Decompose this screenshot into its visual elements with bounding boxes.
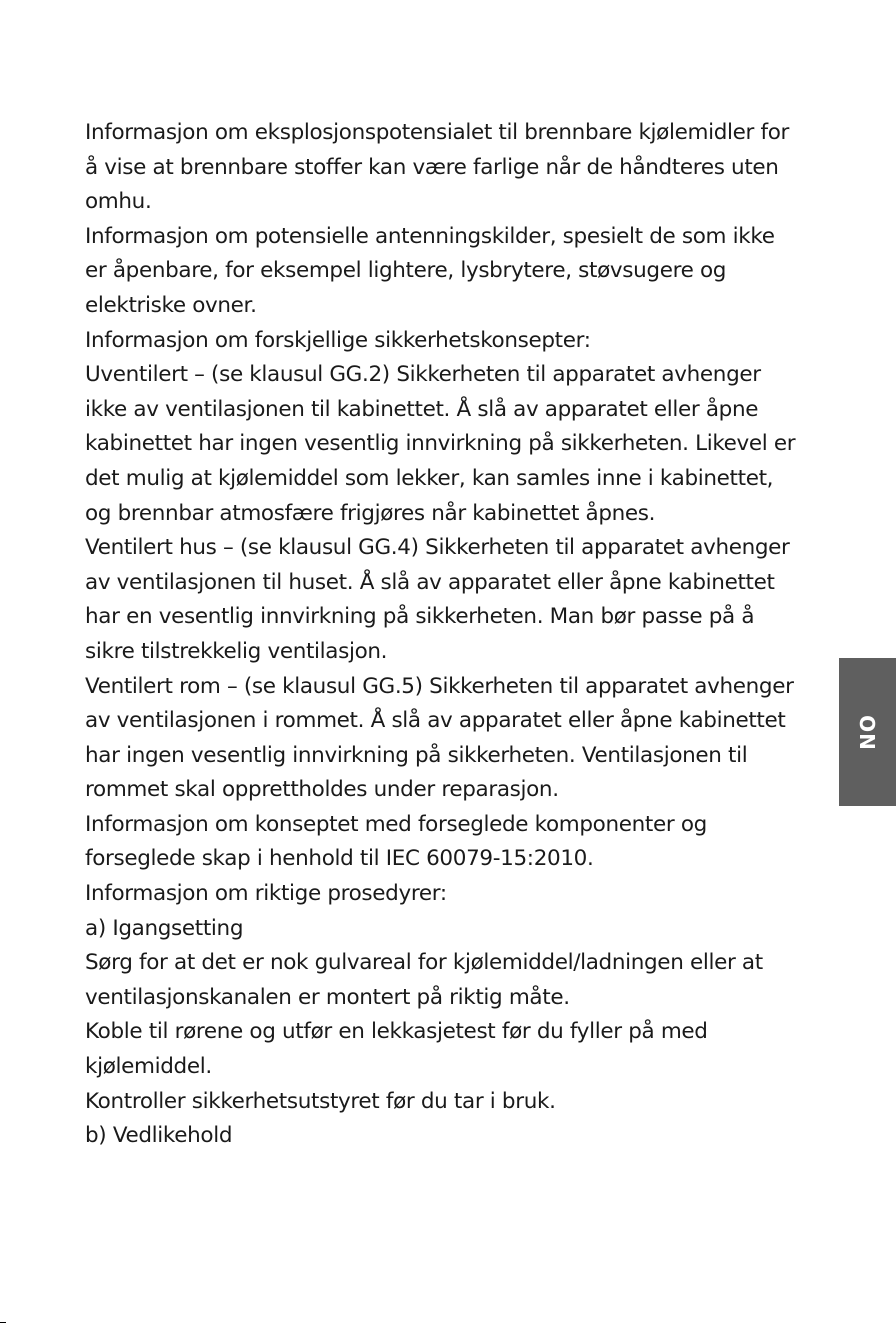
text-line: av ventilasjonen i rommet. Å slå av apparatet eller åpne kabinettet [85,708,786,734]
text-line: Informasjon om potensielle antenningskilder, spesielt de som ikke [85,223,775,249]
text-line: sikre tilstrekkelig ventilasjon. [85,638,388,664]
text-line: og brennbar atmosfære frigjøres når kabinettet åpnes. [85,500,656,526]
text-line: Informasjon om riktige prosedyrer: [85,881,447,907]
text-line: har en vesentlig innvirkning på sikkerheten. Man bør passe på å [85,604,755,630]
text-line: Ventilert hus – (se klausul GG.4) Sikkerheten til apparatet avhenger [85,535,790,561]
text-line: ikke av ventilasjonen til kabinettet. Å slå av apparatet eller åpne [85,396,759,422]
text-line: kjølemiddel. [85,1054,212,1080]
text-line: a) Igangsetting [85,915,244,941]
text-line: ventilasjonskanalen er montert på riktig måte. [85,984,570,1010]
text-line: elektriske ovner. [85,292,257,318]
text-line: omhu. [85,189,152,215]
text-line: det mulig at kjølemiddel som lekker, kan samles inne i kabinettet, [85,465,774,491]
text-line: Sørg for at det er nok gulvareal for kjølemiddel/ladningen eller at [85,950,763,976]
text-line: Informasjon om forskjellige sikkerhetskonsepter: [85,327,591,353]
text-line: b) Vedlikehold [85,1123,233,1149]
text-line: forseglede skap i henhold til IEC 60079-15:2010. [85,846,594,872]
text-line: Ventilert rom – (se klausul GG.5) Sikkerheten til apparatet avhenger [85,673,794,699]
text-line: å vise at brennbare stoffer kan være farlige når de håndteres uten [85,154,779,180]
page-body [85,116,825,1154]
language-tab [839,658,896,806]
text-line: kabinettet har ingen vesentlig innvirkning på sikkerheten. Likevel er [85,431,796,457]
text-line: Informasjon om eksplosjonspotensialet til brennbare kjølemidler for [85,120,789,145]
text-line: Koble til rørene og utfør en lekkasjetest før du fyller på med [85,1019,708,1045]
text-line: Uventilert – (se klausul GG.2) Sikkerheten til apparatet avhenger [85,362,761,388]
text-line: har ingen vesentlig innvirkning på sikkerheten. Ventilasjonen til [85,742,748,768]
text-line: av ventilasjonen til huset. Å slå av apparatet eller åpne kabinettet [85,569,775,595]
text-line: Informasjon om konseptet med forseglede komponenter og [85,811,707,837]
corner-mark [0,1322,6,1323]
text-line: rommet skal opprettholdes under reparasjon. [85,777,559,803]
text-line: er åpenbare, for eksempel lightere, lysbrytere, støvsugere og [85,258,727,284]
text-line: Kontroller sikkerhetsutstyret før du tar i bruk. [85,1088,556,1114]
language-tab-label: NO [855,714,880,750]
